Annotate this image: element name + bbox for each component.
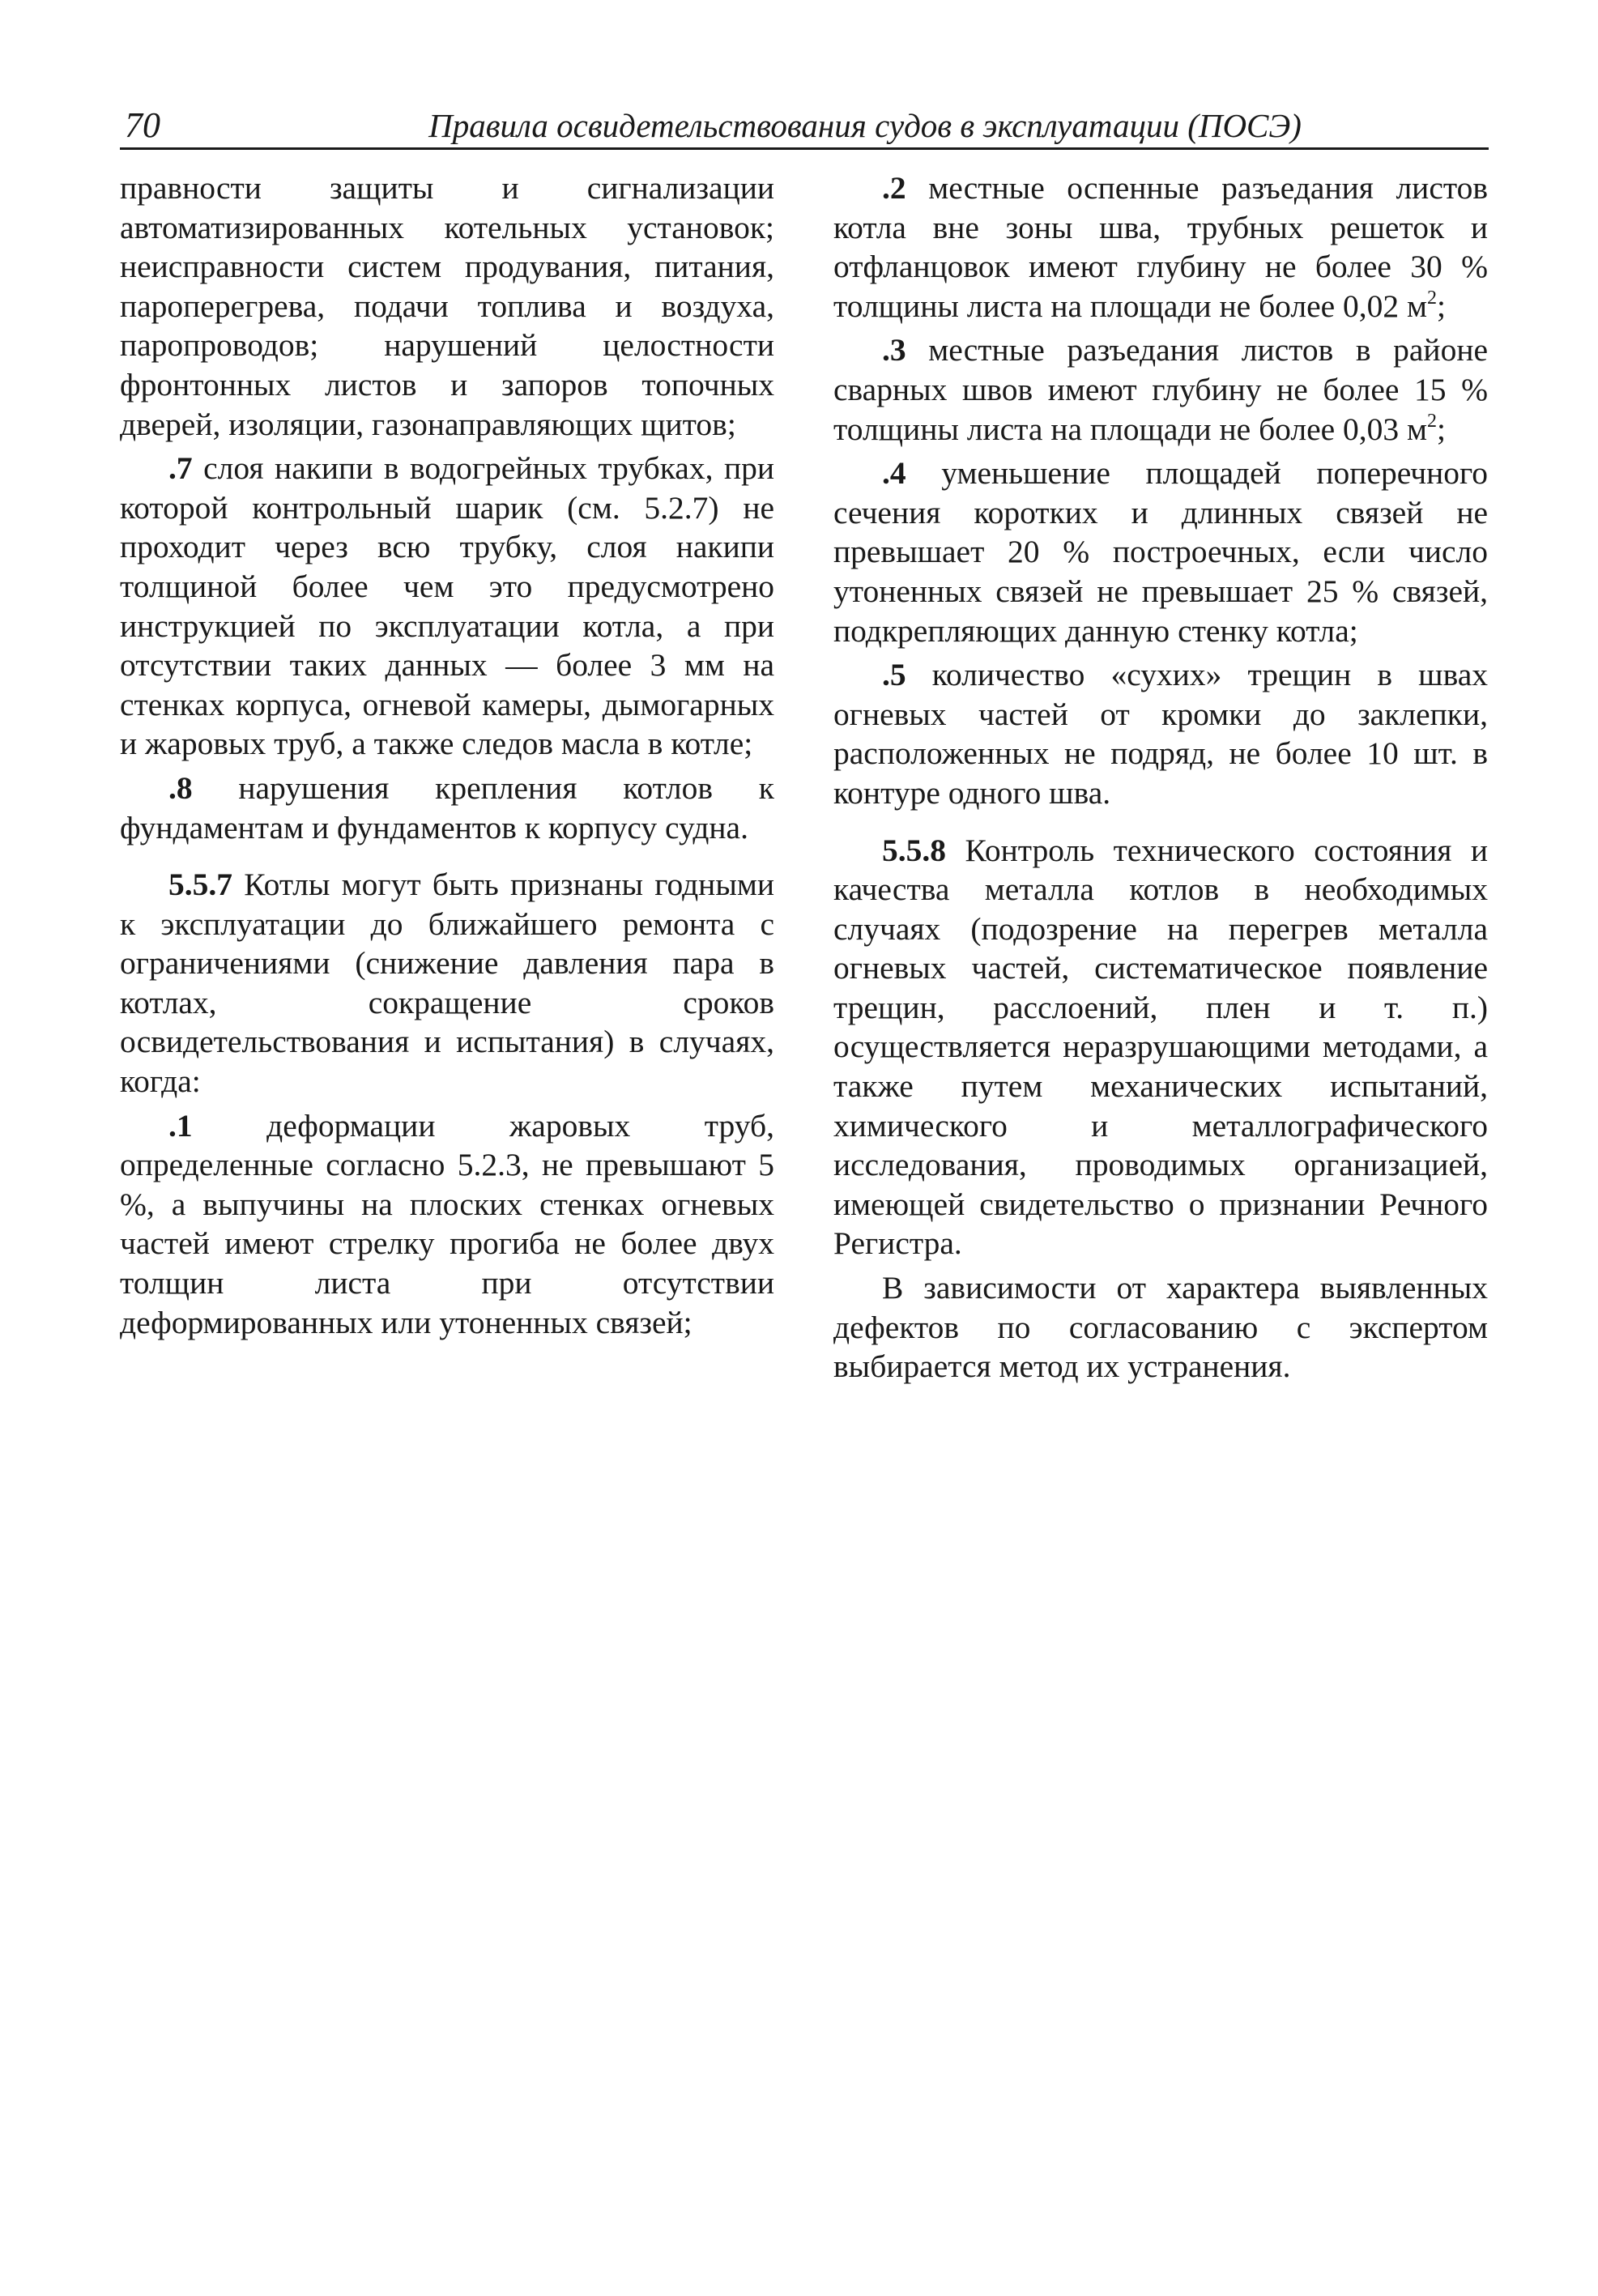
continued-paragraph xyxy=(120,168,774,444)
item-7 xyxy=(120,449,774,764)
item-number: .1 xyxy=(168,1107,193,1144)
superscript: 2 xyxy=(1427,410,1438,432)
item-text: количество «сухих» трещин в швах огневых частей от кромки до заклепки, расположенных не подряд, не более 10 шт. в контуре одного шва. xyxy=(833,657,1488,811)
item-text: уменьшение площадей поперечного сечения коротких и длинных связей не превышает 20 % построечных, если число утоненных связей не превышает 25 % связей, подкрепляющих данную стенку котла; xyxy=(833,455,1488,649)
item-1 xyxy=(120,1106,774,1343)
section-text: Котлы могут быть признаны годными к эксплуатации до ближайшего ремонта с ограничениями (снижение давления пара в котлах, сокращение сроков освидетельствования и испытания) в случаях, когда: xyxy=(120,867,774,1100)
item-text-end: ; xyxy=(1437,288,1447,324)
page-number: 70 xyxy=(125,105,160,145)
section-number: 5.5.7 xyxy=(168,867,232,903)
section-5-5-7 xyxy=(120,865,774,1101)
item-text: нарушения крепления котлов к фундаментам и фундаментов к корпусу судна. xyxy=(120,769,774,846)
running-title: Правила освидетельствования судов в эксплуатации (ПОСЭ) xyxy=(428,107,1302,144)
paragraph-text: В зависимости от характера выявленных дефектов по согласованию с экспертом выбирается метод их устранения. xyxy=(833,1270,1488,1385)
item-number: .2 xyxy=(882,170,906,206)
section-text: Контроль технического состояния и качества металла котлов в необходимых случаях (подозрение на перегрев металла огневых частей, систематическое появление трещин, расслоений, плен и т. п.) осуществляется неразрушающими методами, а также путем механических испытаний, химического и металлографического исследования, проводимых организацией, имеющей свидетельство о признании Речного Регистра. xyxy=(833,832,1488,1262)
section-5-5-8 xyxy=(833,831,1488,1264)
item-text: местные оспенные разъедания листов котла вне зоны шва, трубных решеток и отфланцовок имеют глубину не более 30 % толщины листа на площади не более 0,02 м xyxy=(833,170,1488,324)
paragraph-text: правности защиты и сигнализации автоматизированных котельных установок; неисправности систем продувания, питания, пароперегрева, подачи топлива и воздуха, паропроводов; нарушений целостности фронтонных листов и запоров топочных дверей, изоляции, газонаправляющих щитов; xyxy=(120,170,774,442)
closing-paragraph xyxy=(833,1268,1488,1387)
item-text: местные разъедания листов в районе сварных швов имеют глубину не более 15 % толщины листа на площади не более 0,03 м xyxy=(833,332,1488,447)
item-number: .5 xyxy=(882,657,906,693)
item-number: .7 xyxy=(168,450,193,487)
item-4 xyxy=(833,454,1488,650)
item-2 xyxy=(833,168,1488,326)
right-column xyxy=(833,168,1488,1387)
item-5 xyxy=(833,655,1488,812)
superscript: 2 xyxy=(1427,287,1438,309)
item-number: .8 xyxy=(168,769,193,806)
item-3 xyxy=(833,330,1488,449)
left-column xyxy=(120,168,774,1342)
item-number: .3 xyxy=(882,332,906,368)
item-text: деформации жаровых труб, определенные согласно 5.2.3, не превышают 5 %, а выпучины на плоских стенках огневых частей имеют стрелку прогиба не более двух толщин листа при отсутствии деформированных или утоненных связей; xyxy=(120,1107,774,1340)
page-header xyxy=(120,104,1489,150)
section-number: 5.5.8 xyxy=(882,832,946,868)
item-number: .4 xyxy=(882,455,906,492)
item-text: слоя накипи в водогрейных трубках, при которой контрольный шарик (см. 5.2.7) не проходит через всю трубку, слоя накипи толщиной более чем это предусмотрено инструкцией по эксплуатации котла, а при отсутствии таких данных — более 3 мм на стенках корпуса, огневой камеры, дымогарных и жаровых труб, а также следов масла в котле; xyxy=(120,450,774,762)
item-text-end: ; xyxy=(1437,411,1447,447)
item-8 xyxy=(120,769,774,847)
